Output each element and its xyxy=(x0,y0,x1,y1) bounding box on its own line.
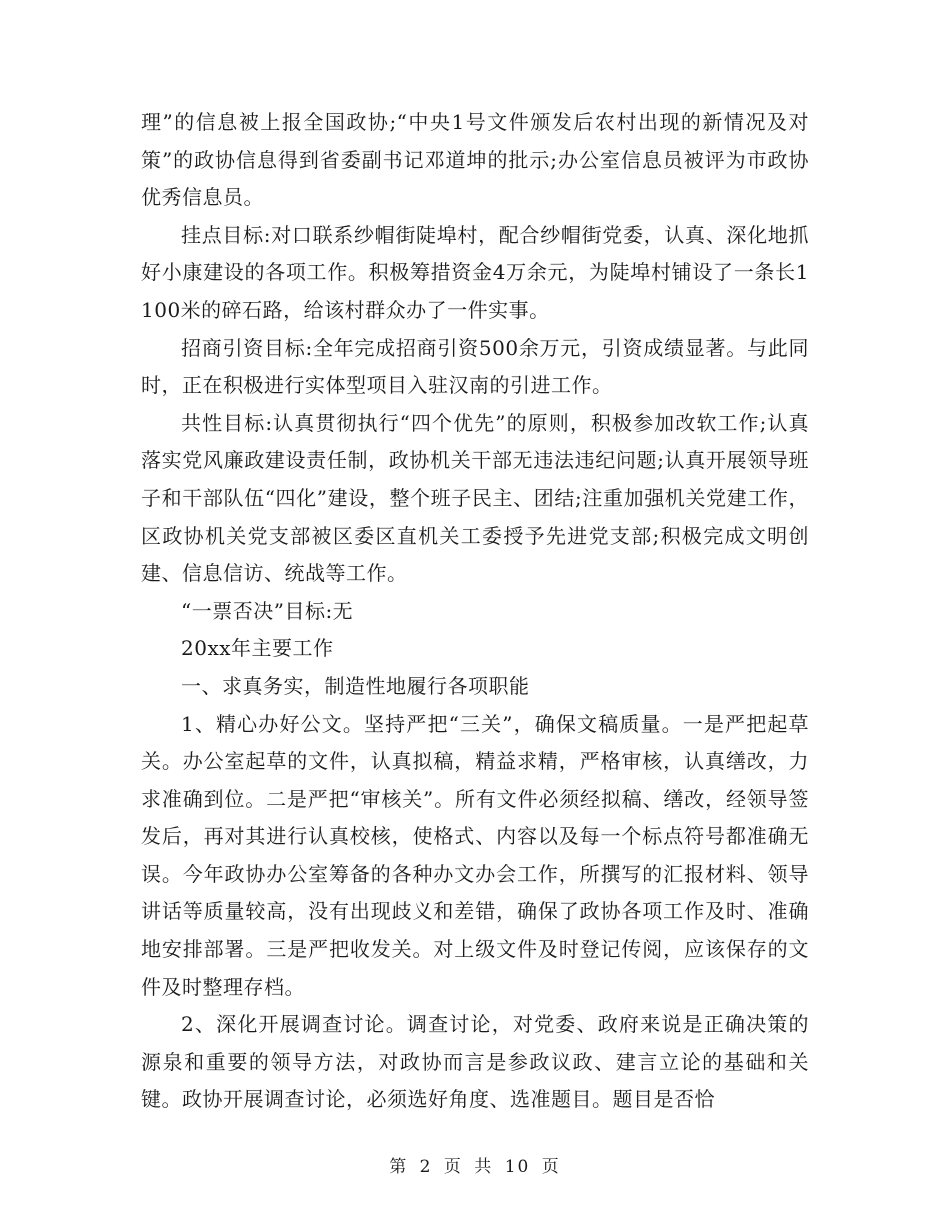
paragraph-official-documents: 1、精心办好公文。坚持严把“三关”，确保文稿质量。一是严把起草关。办公室起草的文件，认真拟稿，精益求精，严格审核，认真缮改，力求准确到位。二是严把“审核关”。所有文件必须经拟稿、缮改，经领导签发后，再对其进行认真校核，使格式、内容以及每一个标点符号都准确无误。今年政协办公室筹备的各种办文办会工作，所撰写的汇报材料、领导讲话等质量较高，没有出现歧义和差错，确保了政协各项工作及时、准确地安排部署。三是严把收发关。对上级文件及时登记传阅，应该保存的文件及时整理存档。 xyxy=(141,711,809,999)
section-heading-main-work: 20xx年主要工作 xyxy=(181,636,334,661)
paragraph-continuation: 理”的信息被上报全国政协;“中央1号文件颁发后农村出现的新情况及对策”的政协信息得到省委副书记邓道坤的批示;办公室信息员被评为市政协优秀信息员。 xyxy=(141,110,809,210)
paragraph-target-investment: 招商引资目标:全年完成招商引资500余万元，引资成绩显著。与此同时，正在积极进行实体型项目入驻汉南的引进工作。 xyxy=(141,335,809,398)
paragraph-research: 2、深化开展调查讨论。调查讨论，对党委、政府来说是正确决策的源泉和重要的领导方法，对政协而言是参政议政、建言立论的基础和关键。政协开展调查讨论，必须选好角度、选准题目。题目是否恰 xyxy=(141,1012,809,1112)
paragraph-target-common: 共性目标:认真贯彻执行“四个优先”的原则，积极参加改软工作;认真落实党风廉政建设责任制，政协机关干部无违法违纪问题;认真开展领导班子和干部队伍“四化”建设，整个班子民主、团结;注重加强机关党建工作，区政协机关党支部被区委区直机关工委授予先进党支部;积极完成文明创建、信息信访、统战等工作。 xyxy=(141,410,809,586)
paragraph-target-liaison: 挂点目标:对口联系纱帽街陡埠村，配合纱帽街党委，认真、深化地抓好小康建设的各项工作。积极筹措资金4万余元，为陡埠村铺设了一条长1100米的碎石路，给该村群众办了一件实事。 xyxy=(141,222,809,322)
document-body xyxy=(141,104,809,1119)
section-heading-one: 一、求真务实，制造性地履行各项职能 xyxy=(181,673,530,698)
page-number-footer: 第 2 页 共 10 页 xyxy=(389,1157,561,1177)
paragraph-target-veto: “一票否决”目标:无 xyxy=(181,598,354,623)
